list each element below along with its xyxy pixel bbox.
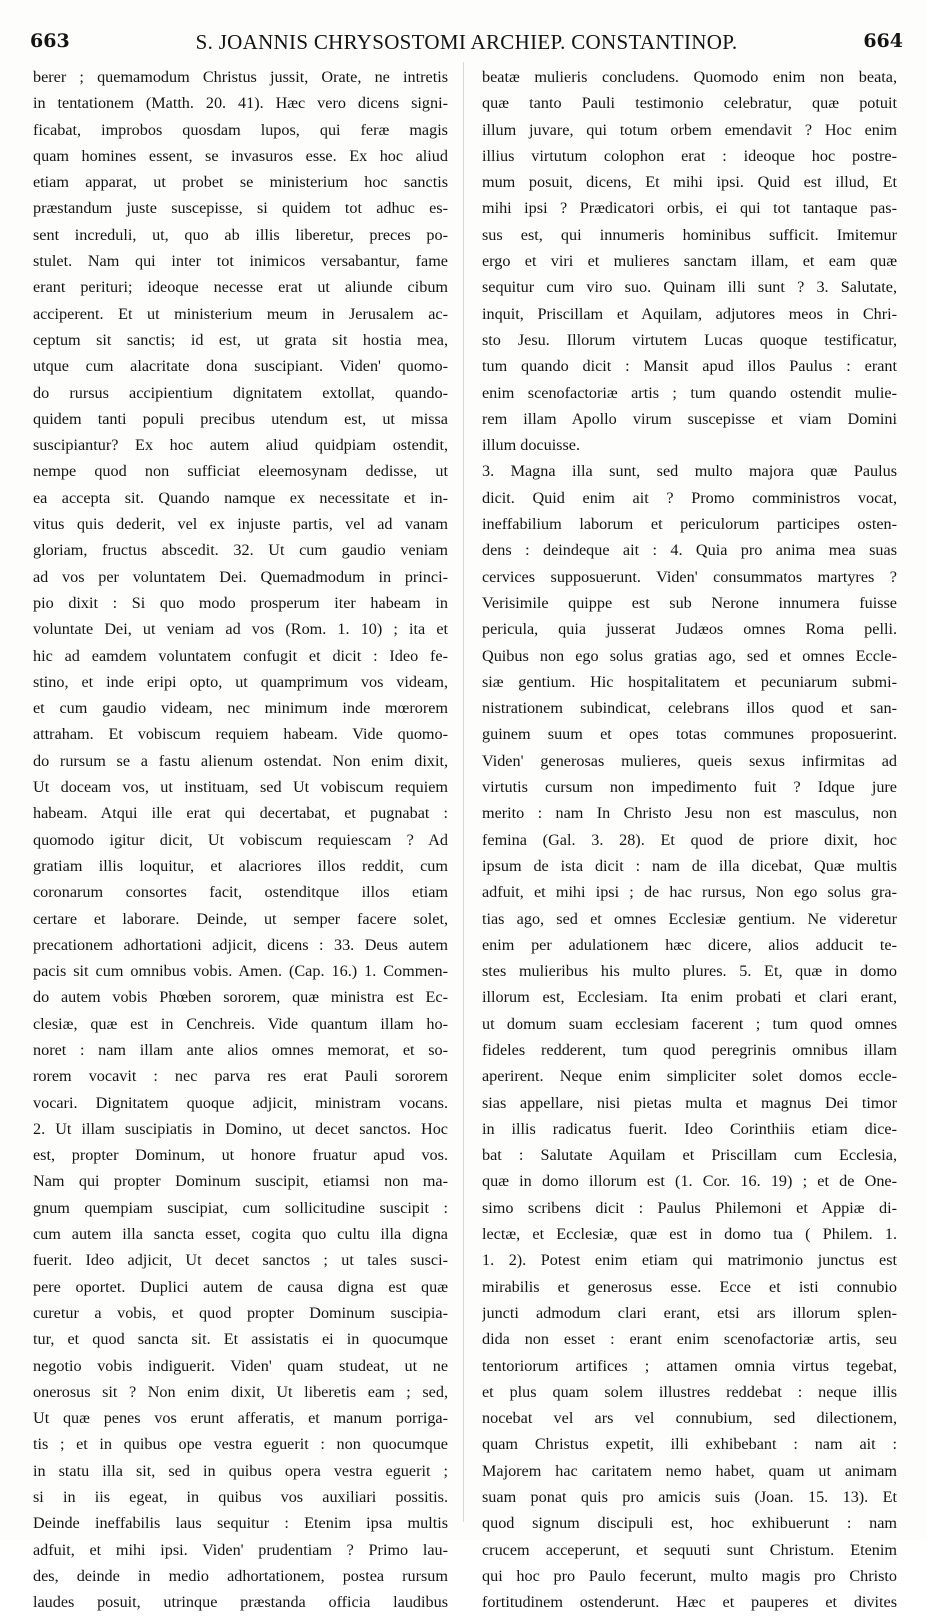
text-line: sent increduli, ut, quo ab illis liberetur, preces po- xyxy=(33,225,448,244)
text-line: Deinde ineffabilis laus sequitur : Etenim ipsa multis xyxy=(33,1514,448,1533)
text-line: mirabilis et generosus esse. Ecce et isti connubio xyxy=(482,1277,897,1296)
text-line: dida non esset : erant enim scenofactoriæ artis, seu xyxy=(482,1330,897,1349)
text-line: quomodo igitur dicit, Ut vobiscum requiescam ? Ad xyxy=(33,830,448,849)
text-line: sias appellare, nisi pietas multa et magnus Dei timor xyxy=(482,1093,897,1112)
text-line: stulet. Nam qui inter tot inimicos versabantur, fame xyxy=(33,252,448,271)
text-line: berer ; quemamodum Christus jussit, Orate, ne intretis xyxy=(33,68,448,86)
text-line: voluntate Dei, ut veniam ad vos (Rom. 1. 10) ; ita et xyxy=(33,620,448,639)
text-line: stino, et inde eripi opto, ut quamprimum vos videam, xyxy=(33,672,448,691)
text-line: coronarum consortes facit, ostenditque illos etiam xyxy=(33,883,448,902)
text-line: guinem suum et opes totas communes proposuerint. xyxy=(482,725,897,744)
text-line: acciperent. Et ut ministerium meum in Jerusalem ac- xyxy=(33,304,448,323)
text-line: virtutis cursum non impedimento fuit ? Idque jure xyxy=(482,778,897,797)
text-line: sto Jesu. Illorum virtutem Lucas quoque testificatur, xyxy=(482,330,897,349)
text-line: rorem vocavit : nec parva res erat Pauli sororem xyxy=(33,1067,448,1086)
text-line: fuerit. Ideo adjicit, Ut decet sanctos ; ut tales susci- xyxy=(33,1251,448,1270)
text-line: præstandum juste suscepisse, si quidem tot adhuc es- xyxy=(33,199,448,218)
text-line: nocebat vel ars vel connubium, sed dilectionem, xyxy=(482,1409,897,1428)
text-line: siæ gentium. Hic hospitalitatem et pecuniarum submi- xyxy=(482,672,897,691)
text-line: Viden' generosas mulieres, queis sexus infirmitas ad xyxy=(482,751,897,770)
text-line: certare et laborare. Deinde, ut semper facere solet, xyxy=(33,909,448,928)
text-line: ut domum suam ecclesiam facerent ; tum quod omnes xyxy=(482,1014,897,1033)
text-line: Nam qui propter Dominum suscipit, etiamsi non ma- xyxy=(33,1172,448,1191)
text-line: quæ in domo illorum est (1. Cor. 16. 19) ; et de One- xyxy=(482,1172,897,1191)
text-line: ineffabilium laborum et periculorum participes osten- xyxy=(482,515,897,534)
text-line: quæ tanto Pauli testimonio celebratur, quæ potuit xyxy=(482,94,897,113)
text-line: laudes posuit, utrinque præstanda officia laudibus xyxy=(33,1593,448,1612)
text-line: attraham. Et vobiscum requiem habeam. Vide quomo- xyxy=(33,725,448,744)
text-line: et cum gaudio videam, nec minimum inde mœrorem xyxy=(33,699,448,718)
text-line: onerosus sit ? Non enim dixit, Ut liberetis eam ; sed, xyxy=(33,1382,448,1401)
text-line: suscipiantur? Ex hoc autem aliud quidpiam ostendit, xyxy=(33,436,448,455)
text-line: lectæ, et Ecclesiæ, quæ est in domo tua ( Philem. 1. xyxy=(482,1225,897,1244)
text-line: stes mulieribus his multo plures. 5. Et, quæ in domo xyxy=(482,962,897,981)
text-line: precationem adhortationi adjicit, dicens : 33. Deus autem xyxy=(33,935,448,954)
text-line: etiam apparat, ut probet se ministerium hoc sanctis xyxy=(33,173,448,192)
text-line: in statu illa sit, sed in quibus opera vestra eguerit ; xyxy=(33,1461,448,1480)
text-line: qui hoc pro Paulo fecerunt, multo magis pro Christo xyxy=(482,1566,897,1585)
text-line: beatæ mulieris concludens. Quomodo enim non beata, xyxy=(482,68,897,86)
text-line: et plus quam solem illustres reddebat : neque illis xyxy=(482,1382,897,1401)
text-line: juncti admodum clari erant, etsi ars illorum splen- xyxy=(482,1303,897,1322)
text-line: tur, et quod sancta sit. Et assistatis ei in quocumque xyxy=(33,1330,448,1349)
text-line: negotio vobis indiguerit. Viden' quam studeat, ut ne xyxy=(33,1356,448,1375)
text-line: Ut doceam vos, ut instituam, sed Ut vobiscum requiem xyxy=(33,778,448,797)
text-line: Quibus non ego solus gratias ago, sed et omnes Eccle- xyxy=(482,646,897,665)
text-line: rem illam Apollo virum suscepisse et viam Domini xyxy=(482,409,897,428)
text-line: mihi ipsi ? Prædicatori orbis, ei qui tot tantaque pas- xyxy=(482,199,897,218)
text-line: quam Christus expetit, illi exhibebant : nam ait : xyxy=(482,1435,897,1454)
page-number-right: 664 xyxy=(863,30,903,52)
text-line: pere oportet. Duplici autem de causa digna est quæ xyxy=(33,1277,448,1296)
text-line: tum quando dicit : Mansit apud illos Paulus : erant xyxy=(482,357,897,376)
text-line: gnum quempiam suscipiat, cum sollicitudine suscipit : xyxy=(33,1198,448,1217)
text-line: merito : nam In Christo Jesu non est masculus, non xyxy=(482,804,897,823)
text-line: 1. 2). Potest enim etiam qui matrimonio junctus est xyxy=(482,1251,897,1270)
text-line: clesiæ, quæ est in Cenchreis. Vide quantum illam ho- xyxy=(33,1014,448,1033)
text-line: pericula, quia jusserat Judæos omnes Roma pelli. xyxy=(482,620,897,639)
text-line: femina (Gal. 3. 28). Et quod de priore dixit, hoc xyxy=(482,830,897,849)
right-column xyxy=(482,64,897,1616)
text-line: in tentationem (Matth. 20. 41). Hæc vero dicens signi- xyxy=(33,94,448,113)
text-line: Verisimile quippe est sub Nerone innumera fuisse xyxy=(482,593,897,612)
text-line: si in iis egeat, in quibus vos auxiliari possitis. xyxy=(33,1488,448,1507)
text-line: erant perituri; ideoque necesse erat ut aliunde cibum xyxy=(33,278,448,297)
text-line: adfuit, et mihi ipsi. Viden' prudentiam ? Primo lau- xyxy=(33,1540,448,1559)
text-line: aperirent. Neque enim simpliciter solet domos eccle- xyxy=(482,1067,897,1086)
text-line: 3. Magna illa sunt, sed multo majora quæ Paulus xyxy=(482,462,897,481)
text-line: suam ponat quis pro amicis suis (Joan. 15. 13). Et xyxy=(482,1488,897,1507)
text-line: curetur a vobis, et quod propter Dominum suscipia- xyxy=(33,1303,448,1322)
text-line: enim scenofactoriæ artis ; tum quando ostendit mulie- xyxy=(482,383,897,402)
text-line: do autem vobis Phœben sororem, quæ ministra est Ec- xyxy=(33,988,448,1007)
text-line: illius virtutum colophon erat : ideoque hoc postre- xyxy=(482,146,897,165)
page-header xyxy=(30,26,903,58)
left-column xyxy=(33,64,448,1616)
text-line: ceptum sit sanctis; id est, ut grata sit hostia mea, xyxy=(33,330,448,349)
text-line: quam homines essent, se invasuros esse. Ex hoc aliud xyxy=(33,146,448,165)
text-line: ad vos per voluntatem Dei. Quemadmodum in princi- xyxy=(33,567,448,586)
text-line: tias ago, sed et omnes Ecclesiæ gentium. Ne videretur xyxy=(482,909,897,928)
text-line: do rursus accipientium dignitatem extollat, quando- xyxy=(33,383,448,402)
text-line: quod signum discipuli est, hoc exhibuerunt : nam xyxy=(482,1514,897,1533)
text-line: fortitudinem ostenderunt. Hæc et pauperes et divites xyxy=(482,1593,897,1612)
text-line: Majorem hac caritatem nemo habet, quam ut animam xyxy=(482,1461,897,1480)
text-line: est, propter Dominum, ut honore fruatur apud vos. xyxy=(33,1146,448,1165)
running-head: S. JOANNIS CHRYSOSTOMI ARCHIEP. CONSTANTINOP. xyxy=(195,30,738,54)
text-line: tis ; et in quibus ope vestra eguerit : non quocumque xyxy=(33,1435,448,1454)
text-line: inquit, Priscillam et Aquilam, adjutores meos in Chri- xyxy=(482,304,897,323)
text-line: pacis sit cum omnibus vobis. Amen. (Cap. 16.) 1. Commen- xyxy=(33,962,448,981)
text-line: hic ad eamdem voluntatem confugit et dicit : Ideo fe- xyxy=(33,646,448,665)
text-line: crucem acceperunt, et sequuti sunt Christum. Etenim xyxy=(482,1540,897,1559)
text-line: vocari. Dignitatem quoque adjicit, ministram vocans. xyxy=(33,1093,448,1112)
text-line: sus est, qui innumeris hominibus sufficit. Imitemur xyxy=(482,225,897,244)
text-line: vitus quis dederit, vel ex injuste partis, vel ad vanam xyxy=(33,515,448,534)
text-line: Ut quæ penes vos erunt afferatis, et manum porriga- xyxy=(33,1409,448,1428)
text-line: fideles redderent, tum quod peregrinis omnibus illam xyxy=(482,1040,897,1059)
text-line: dicit. Quid enim ait ? Promo comministros vocat, xyxy=(482,488,897,507)
text-line: nistrationem subindicat, celebrans illos quod et san- xyxy=(482,699,897,718)
text-line: 2. Ut illam suscipiatis in Domino, ut decet sanctos. Hoc xyxy=(33,1119,448,1138)
text-line: ergo et viri et mulieres sanctam illam, et eam quæ xyxy=(482,252,897,271)
text-line: illum docuisse. xyxy=(482,436,581,455)
text-line: ficabat, improbos quosdam lupos, qui feræ magis xyxy=(33,120,448,139)
text-line: gloriam, fructus abscedit. 32. Ut cum gaudio veniam xyxy=(33,541,448,560)
text-line: nempe quod non sufficiat eleemosynam dedisse, ut xyxy=(33,462,448,481)
text-line: in illis radicatus fuerit. Ideo Corinthiis etiam dice- xyxy=(482,1119,897,1138)
text-line: illorum est, Ecclesiam. Ita enim probati et clari erant, xyxy=(482,988,897,1007)
text-line: cum autem illa sancta esset, cogita quo cultu illa digna xyxy=(33,1225,448,1244)
text-line: ea accepta sit. Quando namque ex necessitate et in- xyxy=(33,488,448,507)
text-line: bat : Salutate Aquilam et Priscillam cum Ecclesia, xyxy=(482,1146,897,1165)
column-divider xyxy=(463,62,464,1522)
text-line: quidem tanti populi precibus utendum est, ut missa xyxy=(33,409,448,428)
text-line: adfuit, et mihi ipsi ; de hac rursus, Non ego solus gra- xyxy=(482,883,897,902)
text-line: des, deinde in medio adhortationem, postea rursum xyxy=(33,1566,448,1585)
text-line: pio dixit : Si quo modo prosperum iter habeam in xyxy=(33,593,448,612)
text-line: habeam. Atqui ille erat qui decertabat, et pugnabat : xyxy=(33,804,448,823)
text-line: do rursum se a fastu alienum ostendat. Non enim dixit, xyxy=(33,751,448,770)
text-line: tentoriorum artifices ; attamen omnia virtus tegebat, xyxy=(482,1356,897,1375)
text-line: mum posuit, dicens, Et mihi ipsi. Quid est illud, Et xyxy=(482,173,897,192)
text-line: ipsum de ista dicit : nam de illa dicebat, Quæ multis xyxy=(482,856,897,875)
text-line: utque cum alacritate dona suscipiant. Viden' quomo- xyxy=(33,357,448,376)
text-line: sequitur cum viro suo. Quinam illi sunt ? 3. Salutate, xyxy=(482,278,897,297)
text-line: enim per adulationem hæc dicere, alios adducit te- xyxy=(482,935,897,954)
text-line: illum juvare, qui totum orbem emendavit ? Hoc enim xyxy=(482,120,897,139)
text-line: simo scribens dicit : Paulus Philemoni et Appiæ di- xyxy=(482,1198,897,1217)
text-line: cervices supposuerunt. Viden' consummatos martyres ? xyxy=(482,567,897,586)
text-line: gratiam illis loquitur, et alacriores illos reddit, cum xyxy=(33,856,448,875)
page-number-left: 663 xyxy=(30,30,70,52)
text-line: noret : nam illam ante alios omnes memorat, et so- xyxy=(33,1040,448,1059)
text-line: dens : deindeque ait : 4. Quia pro anima mea suas xyxy=(482,541,897,560)
